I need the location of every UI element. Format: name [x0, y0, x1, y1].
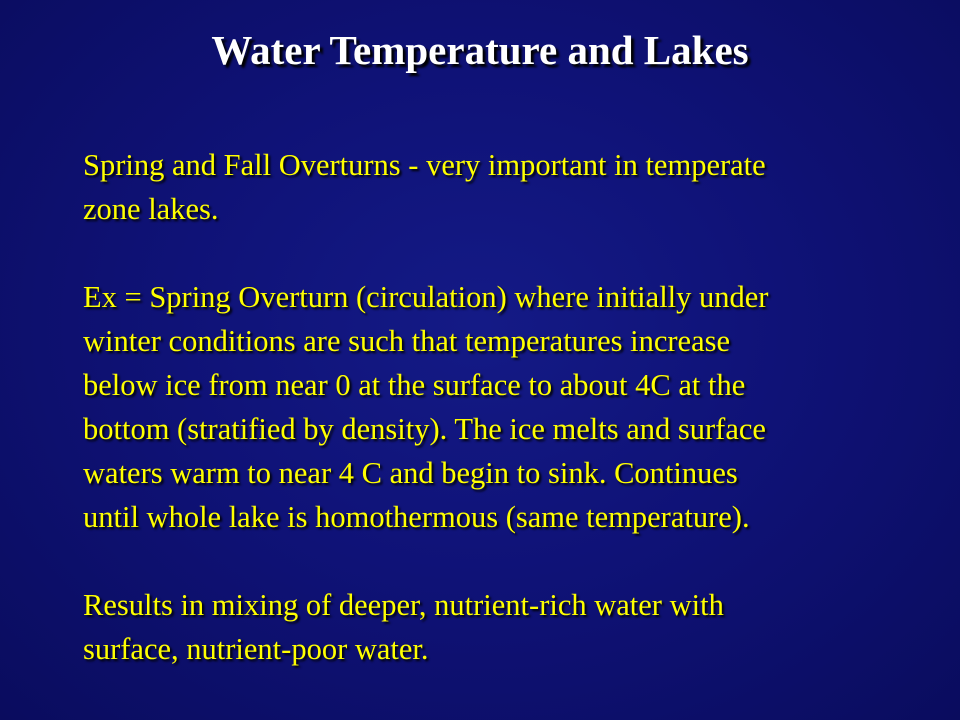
slide-title: Water Temperature and Lakes: [211, 27, 749, 73]
text-line: surface, nutrient-poor water.: [83, 632, 429, 666]
text-line: below ice from near 0 at the surface to about 4C at the: [83, 368, 746, 402]
text-line: waters warm to near 4 C and begin to sink. Continues: [83, 456, 738, 490]
text-line: Results in mixing of deeper, nutrient-rich water with: [83, 588, 724, 622]
paragraph-overturns: [83, 143, 943, 231]
text-line: winter conditions are such that temperatures increase: [83, 324, 731, 358]
text-line: until whole lake is homothermous (same temperature).: [83, 500, 750, 534]
text-line: Spring and Fall Overturns - very important in temperate: [83, 148, 766, 182]
text-line: bottom (stratified by density). The ice melts and surface: [83, 412, 766, 446]
paragraph-spacer: [83, 539, 943, 583]
paragraph-spring-overturn-example: [83, 275, 943, 539]
paragraph-mixing-results: [83, 583, 943, 671]
text-line: zone lakes.: [83, 192, 219, 226]
slide-body: [83, 143, 943, 671]
text-line: Ex = Spring Overturn (circulation) where initially under: [83, 280, 769, 314]
paragraph-spacer: [83, 231, 943, 275]
